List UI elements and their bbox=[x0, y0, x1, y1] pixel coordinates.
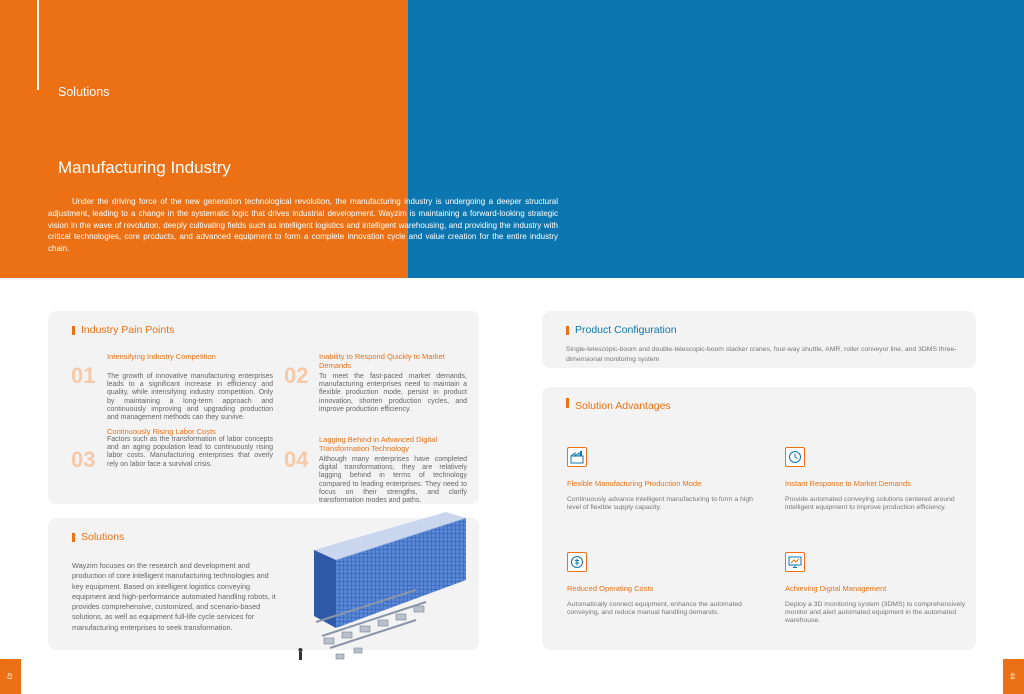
intro-paragraph: Under the driving force of the new generation technological revolution, the manufacturing industry is undergoing a deeper structural adjustment, leading to a change in the systematic logic that drives industrial development. Wayzim is maintaining a forward-looking strategic vision in the wave of revolution, deeply cultivating fields such as intelligent logistics and intelligent warehousing, and providing the industry with critical technologies, core products, and advanced equipment to form a complete innovation cycle and value creation for the entire industry chain. bbox=[48, 197, 558, 254]
pain-title-01: Intensifying Industry Competition bbox=[107, 352, 216, 361]
pain-number-01: 01 bbox=[71, 363, 96, 388]
pain-points-heading bbox=[72, 324, 174, 336]
clock-icon bbox=[785, 447, 805, 467]
solution-advantages-heading-text: Solution Advantages bbox=[575, 400, 671, 412]
left-page-tab bbox=[0, 659, 21, 694]
product-configuration-heading-text: Product Configuration bbox=[575, 324, 677, 336]
advantage-title-2: Instant Response to Market Demands bbox=[785, 479, 911, 488]
pain-number-04: 04 bbox=[284, 447, 309, 472]
advantage-text-1: Continuously advance intelligent manufacturing to form a high level of flexible supply capacity. bbox=[567, 496, 753, 511]
page-title: Manufacturing Industry bbox=[58, 158, 231, 177]
pain-number-03: 03 bbox=[71, 447, 96, 472]
advantage-text-4: Deploy a 3D monitoring system (3DMS) to comprehensively monitor and alert automated equipment in the automated warehouse. bbox=[785, 601, 966, 624]
section-label: Solutions bbox=[58, 85, 110, 99]
heading-bar-icon bbox=[72, 326, 75, 335]
pain-text-03: Factors such as the transformation of labor concepts and an aging population lead to continuously rising labor costs. Manufacturing enterprises that overly rely on labor face a survival crisis. bbox=[107, 436, 273, 468]
advantage-title-4: Achieving Digital Management bbox=[785, 584, 887, 593]
heading-bar-icon bbox=[566, 398, 569, 408]
hero-divider-line bbox=[37, 0, 39, 90]
product-configuration-card bbox=[542, 311, 976, 368]
product-configuration-heading bbox=[566, 324, 677, 336]
product-configuration-text: Single-telescopic-boom and double-telescopic-boom stacker cranes, four-way shuttle, AMR, roller conveyor line, and 3DMS three-dimensional monitoring system bbox=[566, 346, 957, 363]
solution-advantages-heading bbox=[566, 400, 671, 412]
pain-text-04: Although many enterprises have completed digital transformations, they are relatively lagging behind in terms of technology compared to leading enterprises. They need to focus on their strengths, and clarify transformation modes and paths. bbox=[319, 456, 467, 505]
solution-advantages-card bbox=[542, 387, 976, 650]
monitor-icon bbox=[785, 552, 805, 572]
heading-bar-icon bbox=[566, 326, 569, 335]
advantage-title-1: Flexible Manufacturing Production Mode bbox=[567, 479, 702, 488]
right-page-tab bbox=[1003, 659, 1024, 694]
pain-points-heading-text: Industry Pain Points bbox=[81, 324, 175, 336]
heading-bar-icon bbox=[72, 533, 75, 542]
coin-icon bbox=[567, 552, 587, 572]
right-page-number: 44 bbox=[1008, 672, 1015, 680]
pain-points-card bbox=[48, 311, 479, 504]
automated-warehouse-illustration bbox=[296, 510, 472, 670]
advantage-title-3: Reduced Operating Costs bbox=[567, 584, 654, 593]
pain-text-02: To meet the fast-paced market demands, manufacturing enterprises need to maintain a flexible production mode, persist in product innovation, shorten production cycles, and improve production efficiency. bbox=[319, 373, 467, 413]
pain-text-01: The growth of innovative manufacturing enterprises leads to a significant increase in efficiency and quality, while intensifying industry competition. Only by maintaining a long-term approach and continuously improving and upgrading production and management methods can they survive. bbox=[107, 373, 273, 422]
advantage-text-2: Provide automated conveying solutions centered around intelligent equipment to improve production efficiency. bbox=[785, 496, 955, 511]
pain-title-02: Inability to Respond Quickly to Market Demands bbox=[319, 352, 445, 370]
factory-icon bbox=[567, 447, 587, 467]
left-page-number: 43 bbox=[5, 672, 12, 680]
advantage-text-3: Automatically connect equipment, enhance the automated conveying, and reduce manual handling demands. bbox=[567, 601, 742, 616]
pain-title-03: Continuously Rising Labor Costs bbox=[107, 427, 216, 436]
solutions-heading-text: Solutions bbox=[81, 531, 125, 543]
solutions-text: Wayzim focuses on the research and development and production of core intelligent manufacturing technologies and key equipment. Based on intelligent logistics conveying equipment and high-performance automated handling robots, it provides comprehensive, customized, and scenario-based solutions, as well as equipment full-life cycle services for manufacturing enterprises to seek transformation. bbox=[72, 561, 276, 632]
pain-number-02: 02 bbox=[284, 363, 309, 388]
pain-title-04: Lagging Behind in Advanced Digital Transformation Technology bbox=[319, 435, 438, 453]
solutions-heading bbox=[72, 531, 124, 543]
